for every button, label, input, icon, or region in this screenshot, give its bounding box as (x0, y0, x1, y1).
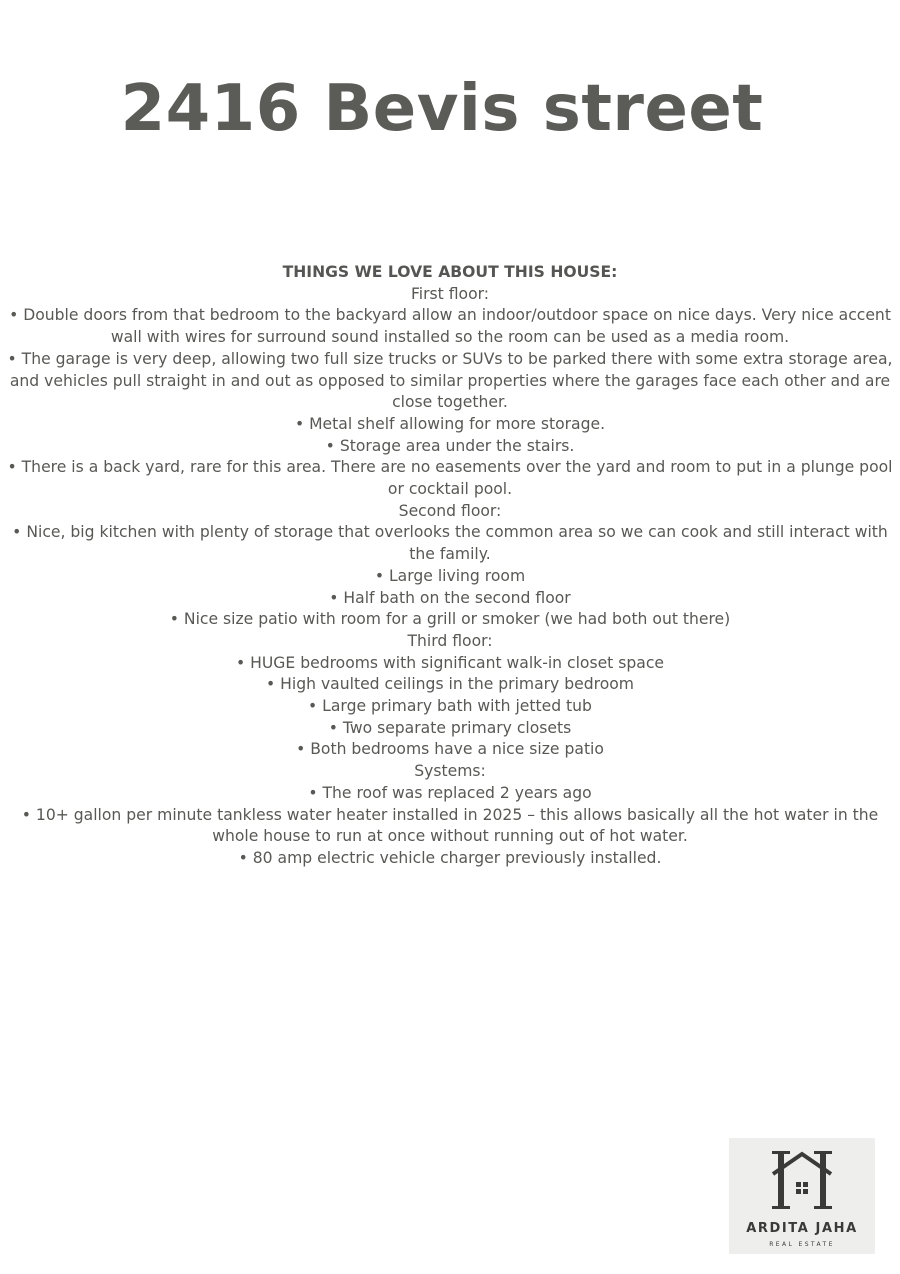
list-item: • Both bedrooms have a nice size patio (296, 740, 604, 759)
brand-logo (729, 1138, 875, 1254)
list-item: • Nice size patio with room for a grill or smoker (we had both out there) (169, 610, 731, 629)
list-item: • 80 amp electric vehicle charger previously installed. (238, 848, 662, 867)
list-item: • The garage is very deep, allowing two full size trucks or SUVs to be parked there with some extra storage area, and vehicles pull straight in and out as opposed to similar properties where the garages face each other and are close together. (7, 349, 893, 412)
systems-heading: Systems: (414, 762, 486, 781)
list-item: • Large living room (374, 566, 526, 585)
floor-heading-first: First floor: (410, 284, 490, 303)
list-item: • High vaulted ceilings in the primary bedroom (266, 675, 634, 694)
section-heading: THINGS WE LOVE ABOUT THIS HOUSE: (282, 263, 618, 281)
list-item: • HUGE bedrooms with significant walk-in closet space (236, 653, 664, 672)
logo-name: ARDITA JAHA (746, 1221, 858, 1236)
list-item: • Metal shelf allowing for more storage. (294, 414, 606, 433)
page-title: 2416 Bevis street (120, 72, 764, 146)
list-item: • Storage area under the stairs. (325, 436, 575, 455)
list-item: • Double doors from that bedroom to the backyard allow an indoor/outdoor space on nice days. Very nice accent wall with wires for surround sound installed so the room can be used as a media room. (9, 306, 891, 347)
list-item: • Half bath on the second floor (329, 588, 571, 607)
floor-heading-third: Third floor: (407, 631, 493, 650)
floor-heading-second: Second floor: (398, 501, 502, 520)
list-item: • Two separate primary closets (328, 718, 572, 737)
list-item: • The roof was replaced 2 years ago (308, 783, 592, 802)
list-item: • Nice, big kitchen with plenty of storage that overlooks the common area so we can cook and still interact with the family. (12, 523, 888, 564)
list-item: • 10+ gallon per minute tankless water heater installed in 2025 – this allows basically all the hot water in the whole house to run at once without running out of hot water. (21, 805, 879, 846)
list-item: • Large primary bath with jetted tub (308, 697, 592, 716)
house-h-logo-icon (770, 1148, 834, 1214)
feature-list (0, 262, 900, 870)
logo-tagline: REAL ESTATE (769, 1241, 835, 1248)
list-item: • There is a back yard, rare for this area. There are no easements over the yard and room to put in a plunge pool or cocktail pool. (7, 458, 893, 499)
